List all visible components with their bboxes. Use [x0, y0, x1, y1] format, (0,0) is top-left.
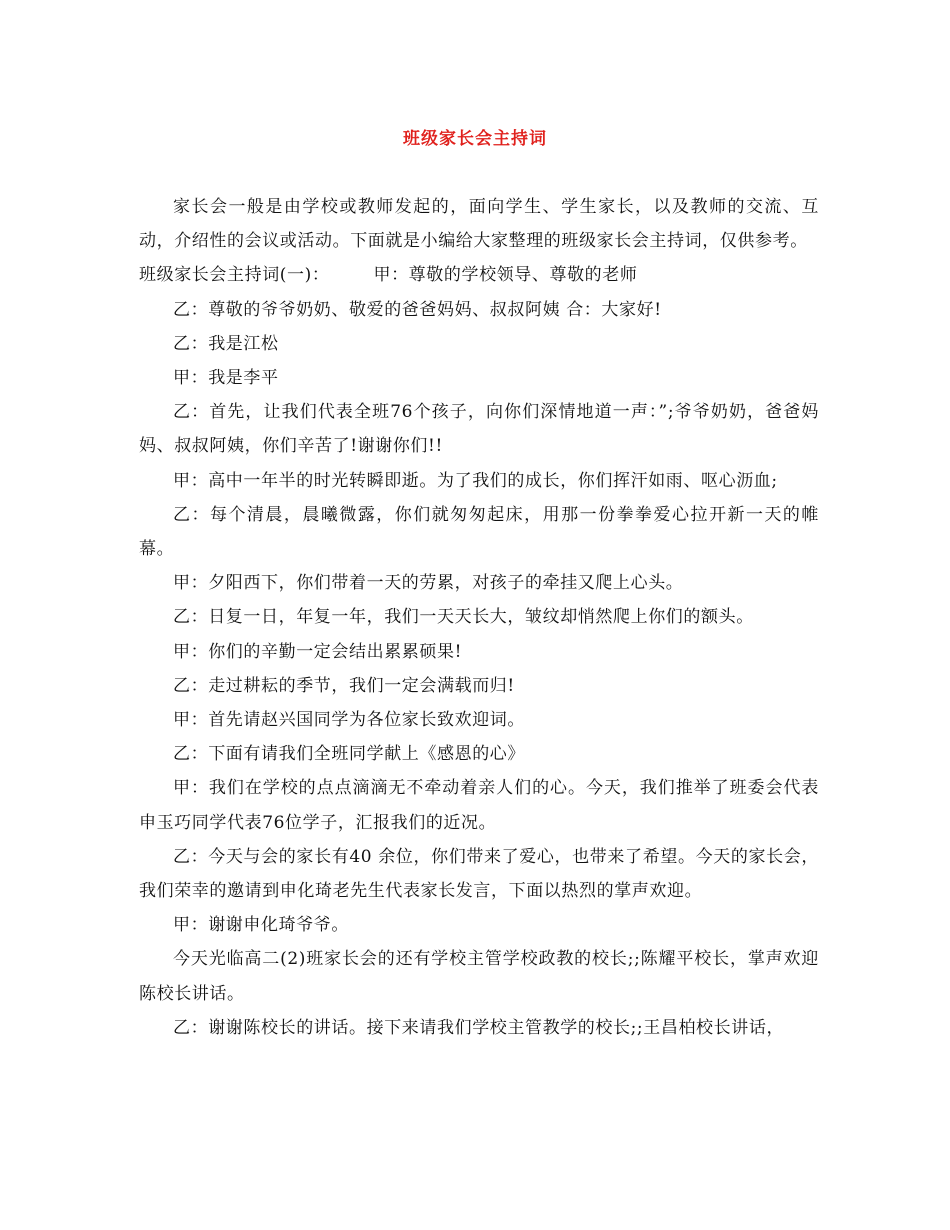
- dialogue-line: 甲：我们在学校的点点滴滴无不牵动着亲人们的心。今天，我们推举了班委会代表申玉巧同学代表76位学子，汇报我们的近况。: [139, 778, 819, 833]
- dialogue-line: 甲：夕阳西下，你们带着一天的劳累，对孩子的牵挂又爬上心头。: [173, 573, 684, 594]
- dialogue-line: 乙：日复一日，年复一年，我们一天天长大，皱纹却悄然爬上你们的额头。: [173, 607, 754, 628]
- document-body: [139, 190, 819, 1045]
- dialogue-line: 乙：走过耕耘的季节，我们一定会满载而归!: [173, 675, 515, 696]
- intro-paragraph: 家长会一般是由学校或教师发起的，面向学生、学生家长，以及教师的交流、互动，介绍性的会议或活动。下面就是小编给大家整理的班级家长会主持词，仅供参考。: [139, 197, 819, 252]
- dialogue-line: 甲：你们的辛勤一定会结出累累硕果!: [173, 641, 463, 662]
- dialogue-line: 甲：谢谢申化琦爷爷。: [173, 915, 349, 936]
- dialogue-line: 乙：今天与会的家长有40 余位，你们带来了爱心，也带来了希望。今天的家长会，我们荣幸的邀请到申化琦老先生代表家长发言，下面以热烈的掌声欢迎。: [139, 846, 819, 902]
- section-heading-line: [139, 258, 819, 292]
- dialogue-line: 乙：谢谢陈校长的讲话。接下来请我们学校主管教学的校长;;王昌柏校长讲话，: [173, 1017, 785, 1038]
- document-title: 班级家长会主持词: [403, 129, 547, 149]
- dialogue-line: 乙：尊敬的爷爷奶奶、敬爱的爸爸妈妈、叔叔阿姨 合：大家好!: [173, 299, 662, 320]
- dialogue-line: 今天光临高二(2)班家长会的还有学校主管学校政教的校长;;陈耀平校长，掌声欢迎陈校长讲话。: [139, 949, 819, 1004]
- dialogue-line: 甲：我是李平: [173, 368, 279, 389]
- section-heading: 班级家长会主持词(一)：: [139, 265, 330, 286]
- dialogue-line: 乙：首先，让我们代表全班76个孩子，向你们深情地道一声：”;爷爷奶奶，爸爸妈妈、叔叔阿姨，你们辛苦了!谢谢你们!!: [139, 402, 819, 457]
- dialogue-line: 乙：我是江松: [173, 333, 279, 354]
- dialogue-line: 乙：下面有请我们全班同学献上《感恩的心》: [173, 744, 525, 765]
- section-first-line: 甲：尊敬的学校领导、尊敬的老师: [373, 265, 638, 286]
- dialogue-line: 乙：每个清晨，晨曦微露，你们就匆匆起床，用那一份拳拳爱心拉开新一天的帷幕。: [139, 504, 819, 560]
- dialogue-line: 甲：首先请赵兴国同学为各位家长致欢迎词。: [173, 710, 525, 731]
- dialogue-line: 甲：高中一年半的时光转瞬即逝。为了我们的成长，你们挥汗如雨、呕心沥血;: [173, 470, 778, 491]
